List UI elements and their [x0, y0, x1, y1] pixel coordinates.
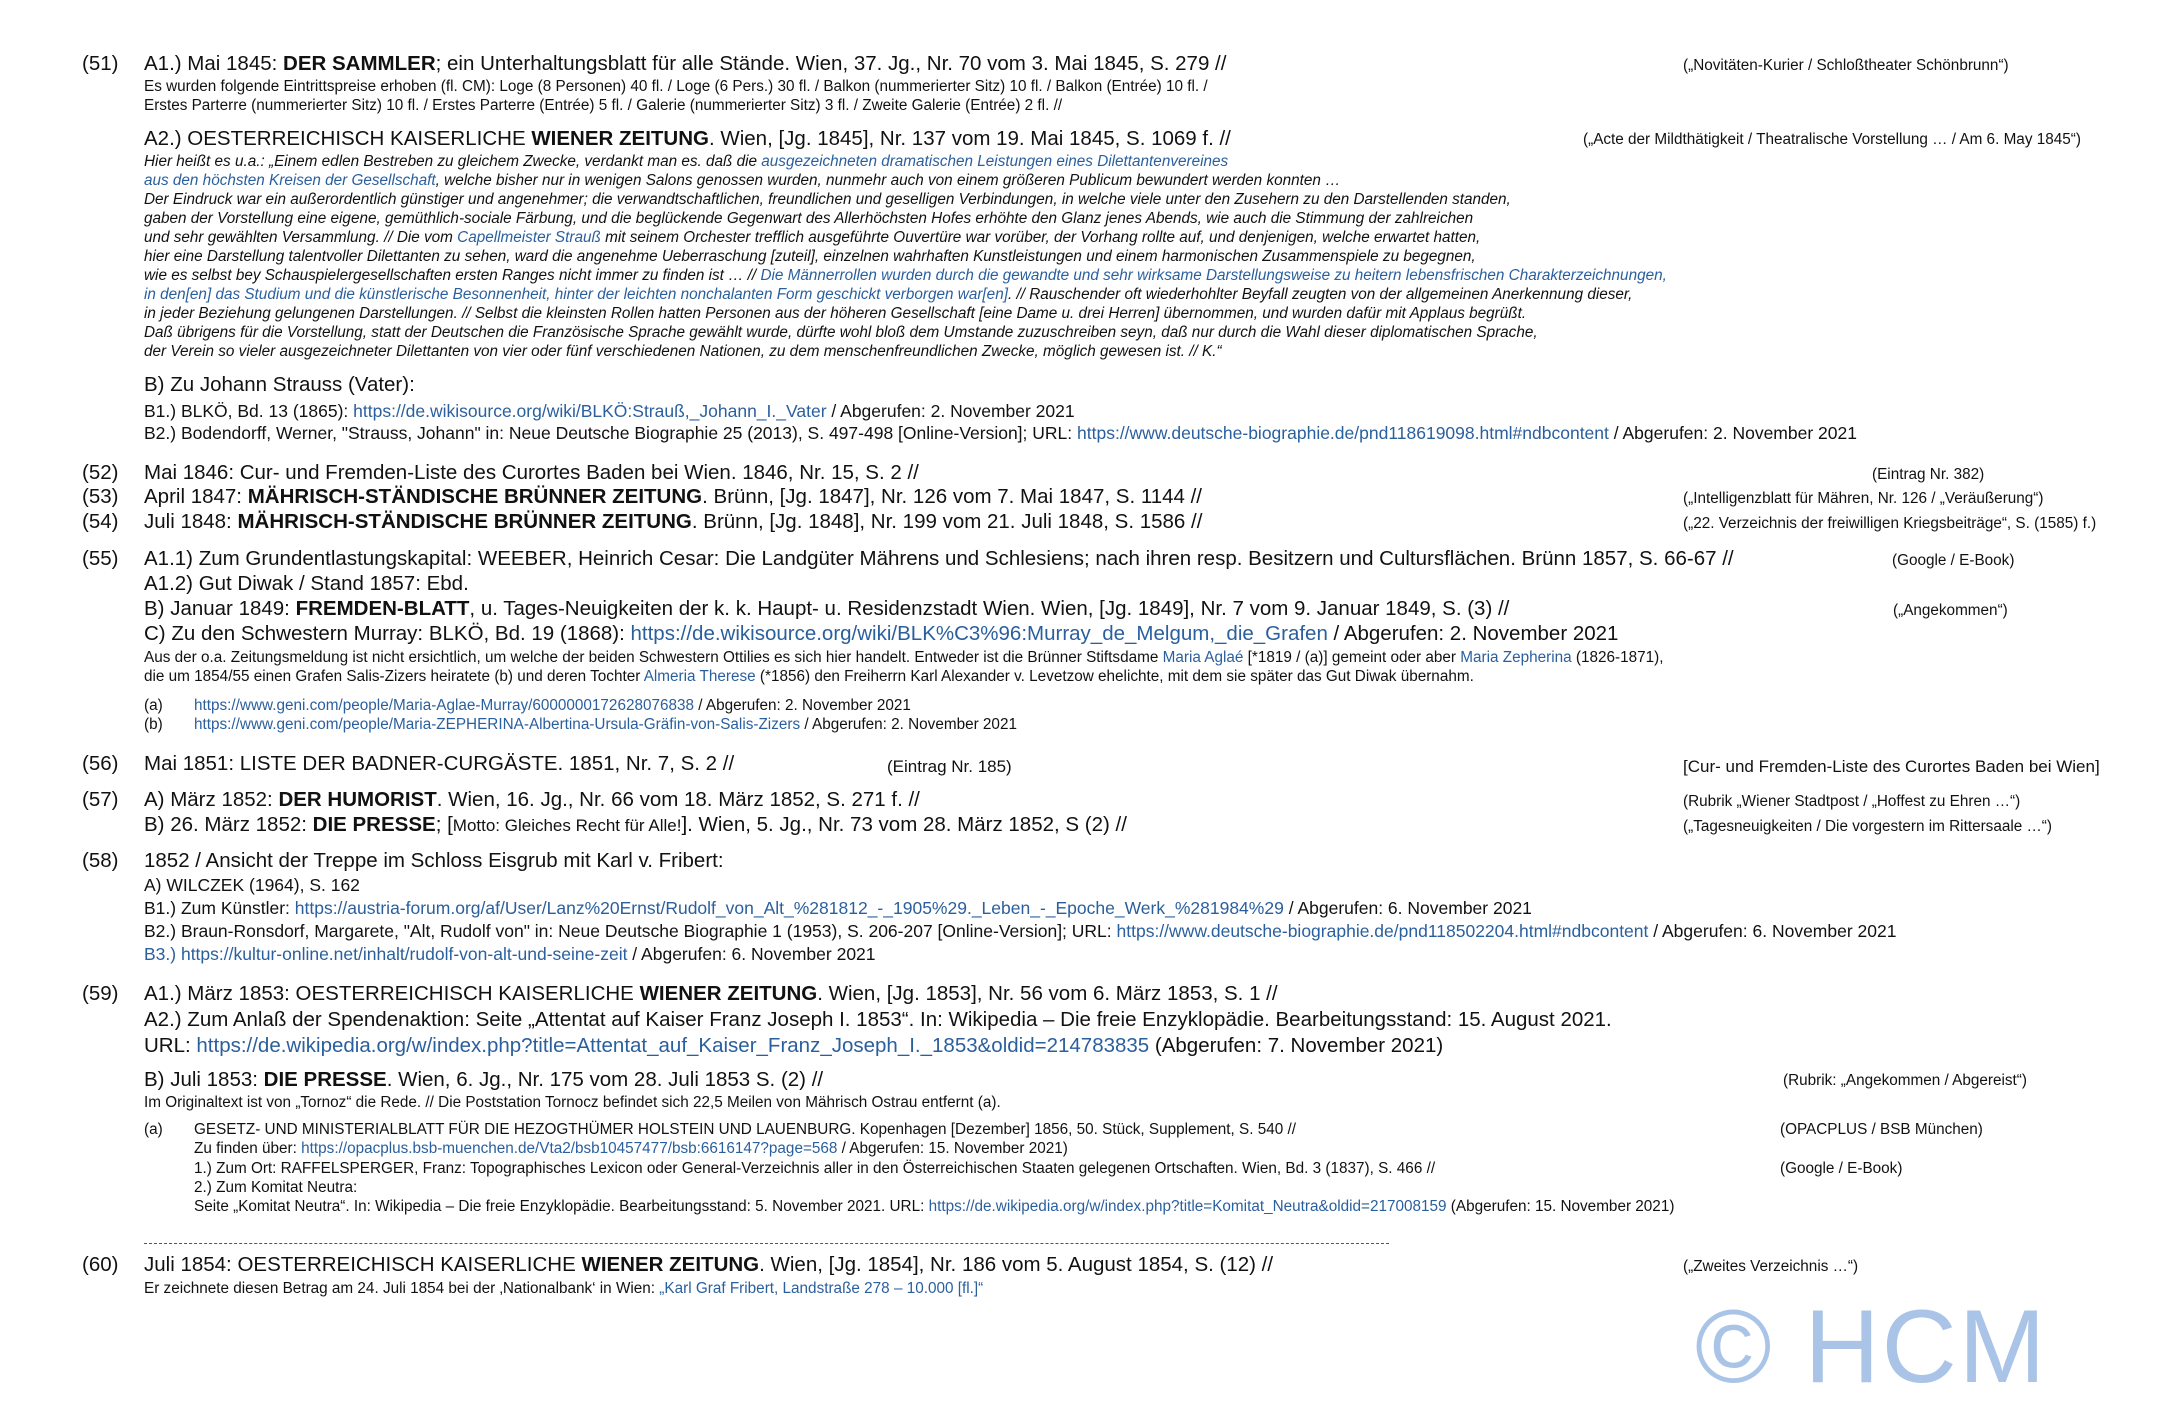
entry-line: April 1847: MÄHRISCH-STÄNDISCHE BRÜNNER ZEITUNG. Brünn, [Jg. 1847], Nr. 126 vom 7. Mai 1847, S. 1144 // — [144, 485, 1203, 508]
entry-line: A1.) März 1853: OESTERREICHISCH KAISERLICHE WIENER ZEITUNG. Wien, [Jg. 1853], Nr. 56 vom 6. März 1853, S. 1 // — [144, 982, 1278, 1005]
note-line: Im Originaltext ist von „Tornoz“ die Rede. // Die Poststation Tornocz befindet sich 22,5 Meilen von Mährisch Ostrau entfernt (a). — [144, 1094, 1001, 1111]
footnote-line: Seite „Komitat Neutra“. In: Wikipedia – Die freie Enzyklopädie. Bearbeitungsstand: 5. November 2021. URL: https://de.wikipedia.org/w/index.php?title=Komitat_Neutra&oldid=217008159 (Abgerufen: 15. November 2021) — [194, 1198, 1675, 1215]
entry-line: A2.) OESTERREICHISCH KAISERLICHE WIENER ZEITUNG. Wien, [Jg. 1845], Nr. 137 vom 19. Mai 1845, S. 1069 f. // — [144, 127, 1231, 150]
reference-link[interactable]: https://de.wikisource.org/wiki/BLK%C3%96:Murray_de_Melgum,_die_Grafen — [630, 622, 1328, 645]
quote-highlight: Die Männerrollen wurden durch die gewandte und sehr wirksame Darstellungsweise zu heitern lebensfrischen Charakterzeichnungen, — [760, 267, 1667, 284]
reference-line: B1.) Zum Künstler: https://austria-forum.org/af/User/Lanz%20Ernst/Rudolf_von_Alt_%281812_-_1905%29._Leben_-_Epoche_Werk_%281984%29 / Abgerufen: 6. November 2021 — [144, 898, 1532, 918]
footnote-line: https://www.geni.com/people/Maria-Aglae-Murray/6000000172628076838 / Abgerufen: 2. November 2021 — [194, 697, 911, 714]
source-note: („22. Verzeichnis der freiwilligen Kriegsbeiträge“, S. (1585) f.) — [1683, 515, 2097, 532]
entry-line: B) Januar 1849: FREMDEN-BLATT, u. Tages-Neuigkeiten der k. k. Haupt- u. Residenzstadt Wien. Wien, [Jg. 1849], Nr. 7 vom 9. Januar 1849, S. (3) // — [144, 597, 1510, 620]
source-note: (Eintrag Nr. 382) — [1872, 466, 1985, 483]
source-note: (Google / E-Book) — [1780, 1160, 1903, 1177]
entry-line: B) 26. März 1852: DIE PRESSE; [Motto: Gleiches Recht für Alle!]. Wien, 5. Jg., Nr. 73 vom 28. März 1852, S (2) // — [144, 813, 1127, 836]
footnote-line: Zu finden über: https://opacplus.bsb-muenchen.de/Vta2/bsb10457477/bsb:6616147?page=568 / Abgerufen: 15. November 2021) — [194, 1140, 1068, 1157]
quote-line: Hier heißt es u.a.: „Einem edlen Bestreben zu gleichem Zwecke, verdankt man es. daß die ausgezeichneten dramatischen Leistungen eines Dilettantenvereines — [144, 153, 1229, 170]
quote-highlight: Capellmeister Strauß — [457, 229, 601, 246]
note-line: die um 1854/55 einen Grafen Salis-Zizers heiratete (b) und deren Tochter Almeria Therese (*1856) den Freiherrn Karl Alexander v. Levetzow ehelichte, mit dem sie später das Gut Diwak übernahm. — [144, 668, 1474, 685]
source-note: („Acte der Mildthätigkeit / Theatralische Vorstellung … / Am 6. May 1845“) — [1583, 131, 2081, 148]
source-note: („Intelligenzblatt für Mähren, Nr. 126 / „Veräußerung“) — [1683, 490, 2044, 507]
source-note: („Zweites Verzeichnis …“) — [1683, 1258, 1859, 1275]
entry-line: B) Juli 1853: DIE PRESSE. Wien, 6. Jg., Nr. 175 vom 28. Juli 1853 S. (2) // — [144, 1068, 824, 1091]
entry-number: (56) — [82, 752, 119, 775]
reference-line: B2.) Bodendorff, Werner, "Strauss, Johann" in: Neue Deutsche Biographie 25 (2013), S. 497-498 [Online-Version]; URL: https://www.deutsche-biographie.de/pnd118619098.html#ndbcontent / Abgerufen: 2. November 2021 — [144, 423, 1857, 443]
quote-highlight: „Karl Graf Fribert, Landstraße 278 – 10.000 [fl.]“ — [659, 1280, 984, 1297]
source-note: (Rubrik: „Angekommen / Abgereist“) — [1783, 1072, 2027, 1089]
entry-line: Juli 1854: OESTERREICHISCH KAISERLICHE WIENER ZEITUNG. Wien, [Jg. 1854], Nr. 186 vom 5. August 1854, S. (12) // — [144, 1253, 1274, 1276]
note-line: Er zeichnete diesen Betrag am 24. Juli 1854 bei der ‚Nationalbank‘ in Wien: „Karl Graf Fribert, Landstraße 278 – 10.000 [fl.]“ — [144, 1280, 984, 1297]
footnote-label: (a) — [144, 697, 163, 714]
footnote-link[interactable]: https://www.geni.com/people/Maria-Aglae-Murray/6000000172628076838 — [194, 697, 695, 714]
footnote-label: (b) — [144, 716, 163, 733]
source-note: [Cur- und Fremden-Liste des Curortes Baden bei Wien] — [1683, 757, 2100, 776]
quote-line: wie es selbst bey Schauspielergesellschaften ersten Ranges nicht immer zu finden ist … // Die Männerrollen wurden durch die gewandte und sehr wirksame Darstellungsweise zu heitern lebensfrischen Charakterzeichnungen, — [144, 267, 1667, 284]
reference-link[interactable]: https://austria-forum.org/af/User/Lanz%20Ernst/Rudolf_von_Alt_%281812_-_1905%29._Leben_-_Epoche_Werk_%281984%29 — [294, 898, 1284, 918]
entry-line: Mai 1851: LISTE DER BADNER-CURGÄSTE. 1851, Nr. 7, S. 2 // — [144, 752, 735, 775]
reference-line: A) WILCZEK (1964), S. 162 — [144, 875, 360, 895]
quote-line: gaben der Vorstellung eine eigene, gemüthlich-sociale Färbung, und die beglückende Gegenwart des Allerhöchsten Hofes erhöhte den Glanz jenes Abends, wie auch die Stimmung der zahlreichen — [144, 210, 1474, 227]
entry-line: A2.) Zum Anlaß der Spendenaktion: Seite „Attentat auf Kaiser Franz Joseph I. 1853“. In: Wikipedia – Die freie Enzyklopädie. Bearbeitungsstand: 15. August 2021. — [144, 1008, 1612, 1031]
name-link[interactable]: Maria Zepherina — [1460, 649, 1572, 666]
entry-number: (53) — [82, 485, 119, 508]
note-line: Es wurden folgende Eintrittspreise erhoben (fl. CM): Loge (8 Personen) 40 fl. / Loge (6 Pers.) 30 fl. / Balkon (nummerierter Sitz) 10 fl. / Balkon (Entrée) 10 fl. / — [144, 78, 1208, 95]
quote-line: der Verein so vieler ausgezeichneter Dilettanten von vier oder fünf verschiedenen Nationen, zu dem menschenfreundlichen Zwecke, möglich gewesen ist. // K.“ — [144, 343, 1222, 360]
entry-line: A1.2) Gut Diwak / Stand 1857: Ebd. — [144, 572, 469, 595]
section-heading: B) Zu Johann Strauss (Vater): — [144, 373, 415, 396]
quote-line: hier eine Darstellung talentvoller Dilettanten zu sehen, ward die angenehme Ueberraschung [zuteil], einzelnen wahrhaften Kunstleistungen und einem harmonischen Zusammenspiele zu begegnen, — [144, 248, 1476, 265]
name-link[interactable]: Almeria Therese — [643, 668, 756, 685]
quote-line: Der Eindruck war ein außerordentlich günstiger und angenehmer; die verwandtschaftlichen, freundlichen und geselligen Verbindungen, in welche viele unter den Zusehern zu den Darstellenden standen, — [144, 191, 1511, 208]
reference-line: B2.) Braun-Ronsdorf, Margarete, "Alt, Rudolf von" in: Neue Deutsche Biographie 1 (1953), S. 206-207 [Online-Version]; URL: https://www.deutsche-biographie.de/pnd118502204.html#ndbcontent / Abgerufen: 6. November 2021 — [144, 921, 1897, 941]
footnote-link[interactable]: https://www.geni.com/people/Maria-ZEPHERINA-Albertina-Ursula-Gräfin-von-Salis-Zizers — [194, 716, 801, 733]
entry-line: A) März 1852: DER HUMORIST. Wien, 16. Jg., Nr. 66 vom 18. März 1852, S. 271 f. // — [144, 788, 920, 811]
source-note: („Tagesneuigkeiten / Die vorgestern im Rittersaale …“) — [1683, 818, 2052, 835]
entry-number: (55) — [82, 547, 119, 570]
footnote-link[interactable]: https://de.wikipedia.org/w/index.php?title=Komitat_Neutra&oldid=217008159 — [928, 1198, 1447, 1215]
footnote-link[interactable]: https://opacplus.bsb-muenchen.de/Vta2/bsb10457477/bsb:6616147?page=568 — [301, 1140, 838, 1157]
source-note: („Angekommen“) — [1893, 602, 2008, 619]
quote-line: Daß übrigens für die Vorstellung, statt der Deutschen die Französische Sprache gewählt wurde, dürfte wohl bloß dem Umstande zuzuschreiben seyn, daß nur durch die Wahl dieser diplomatischen Sprache, — [144, 324, 1538, 341]
name-link[interactable]: Maria Aglaé — [1162, 649, 1244, 666]
quote-line: in den[en] das Studium und die künstlerische Besonnenheit, hinter der leichten nonchalanten Form geschickt verborgen war[en]. // Rauschender oft wiederhohlter Beyfall zeugten von der allgemeinen Anerkennung dieser, — [144, 286, 1633, 303]
reference-link[interactable]: https://www.deutsche-biographie.de/pnd118619098.html#ndbcontent — [1077, 423, 1609, 443]
source-note: (Eintrag Nr. 185) — [887, 757, 1012, 776]
entry-line: A1.1) Zum Grundentlastungskapital: WEEBER, Heinrich Cesar: Die Landgüter Mährens und Schlesiens; nach ihren resp. Besitzern und Cultursflächen. Brünn 1857, S. 66-67 // — [144, 547, 1734, 570]
entry-number: (52) — [82, 461, 119, 484]
source-note: („Novitäten-Kurier / Schloßtheater Schönbrunn“) — [1683, 57, 2009, 74]
copyright-watermark: © HCM — [1695, 1289, 2048, 1405]
footnote-line: GESETZ- UND MINISTERIALBLATT FÜR DIE HEZOGTHÜMER HOLSTEIN UND LAUENBURG. Kopenhagen [Dezember] 1856, 50. Stück, Supplement, S. 540 // — [194, 1121, 1297, 1138]
footnote-line: https://www.geni.com/people/Maria-ZEPHERINA-Albertina-Ursula-Gräfin-von-Salis-Zizers / Abgerufen: 2. November 2021 — [194, 716, 1017, 733]
footnote-label: (a) — [144, 1121, 163, 1138]
quote-highlight: in den[en] das Studium und die künstlerische Besonnenheit, hinter der leichten nonchalanten Form geschickt verborgen war[en] — [144, 286, 1008, 303]
entry-number: (59) — [82, 982, 119, 1005]
quote-highlight: aus den höchsten Kreisen der Gesellschaft — [144, 172, 436, 189]
source-note: (Rubrik „Wiener Stadtpost / „Hoffest zu Ehren …“) — [1683, 793, 2021, 810]
note-line: Erstes Parterre (nummerierter Sitz) 10 fl. / Erstes Parterre (Entrée) 5 fl. / Galerie (nummerierter Sitz) 3 fl. / Zweite Galerie (Entrée) 2 fl. // — [144, 97, 1063, 114]
note-line: Aus der o.a. Zeitungsmeldung ist nicht ersichtlich, um welche der beiden Schwestern Ottilies es sich hier handelt. Entweder ist die Brünner Stiftsdame Maria Aglaé [*1819 / (a)] gemeint oder aber Maria Zepherina (1826-1871), — [144, 649, 1664, 666]
dashed-separator — [144, 1243, 1389, 1244]
quote-line: und sehr gewählten Versammlung. // Die vom Capellmeister Strauß mit seinem Orchester trefflich ausgeführte Ouvertüre war vorüber, der Vorhang rollte auf, und denjenigen, welche erwartet hatten, — [144, 229, 1481, 246]
entry-number: (58) — [82, 849, 119, 872]
reference-link[interactable]: B3.) https://kultur-online.net/inhalt/rudolf-von-alt-und-seine-zeit — [144, 944, 628, 964]
source-note: (OPACPLUS / BSB München) — [1780, 1121, 1983, 1138]
quote-line: aus den höchsten Kreisen der Gesellschaft, welche bisher nur in wenigen Salons genossen wurden, nunmehr auch von einem größeren Publicum bewundert werden konnten … — [144, 172, 1341, 189]
entry-line: Juli 1848: MÄHRISCH-STÄNDISCHE BRÜNNER ZEITUNG. Brünn, [Jg. 1848], Nr. 199 vom 21. Juli 1848, S. 1586 // — [144, 510, 1203, 533]
reference-link[interactable]: https://de.wikisource.org/wiki/BLKÖ:Strauß,_Johann_I._Vater — [353, 401, 827, 421]
entry-line: C) Zu den Schwestern Murray: BLKÖ, Bd. 19 (1868): https://de.wikisource.org/wiki/BLK%C3%96:Murray_de_Melgum,_die_Grafen / Abgerufen: 2. November 2021 — [144, 622, 1619, 645]
entry-number: (51) — [82, 52, 119, 75]
entry-line: 1852 / Ansicht der Treppe im Schloss Eisgrub mit Karl v. Fribert: — [144, 849, 724, 872]
entry-line: URL: https://de.wikipedia.org/w/index.php?title=Attentat_auf_Kaiser_Franz_Joseph_I._1853&oldid=214783835 (Abgerufen: 7. November 2021) — [144, 1034, 1444, 1057]
reference-link[interactable]: https://www.deutsche-biographie.de/pnd118502204.html#ndbcontent — [1116, 921, 1649, 941]
reference-line: B3.) https://kultur-online.net/inhalt/rudolf-von-alt-und-seine-zeit / Abgerufen: 6. November 2021 — [144, 944, 876, 964]
quote-highlight: ausgezeichneten dramatischen Leistungen eines Dilettantenvereines — [761, 153, 1229, 170]
entry-number: (54) — [82, 510, 119, 533]
entry-number: (60) — [82, 1253, 119, 1276]
entry-line: A1.) Mai 1845: DER SAMMLER; ein Unterhaltungsblatt für alle Stände. Wien, 37. Jg., Nr. 70 vom 3. Mai 1845, S. 279 // — [144, 52, 1227, 75]
entry-line: Mai 1846: Cur- und Fremden-Liste des Curortes Baden bei Wien. 1846, Nr. 15, S. 2 // — [144, 461, 919, 484]
footnote-line: 1.) Zum Ort: RAFFELSPERGER, Franz: Topographisches Lexicon oder General-Verzeichnis aller in den Österreichischen Staaten gelegenen Ortschaften. Wien, Bd. 3 (1837), S. 466 // — [194, 1160, 1436, 1177]
reference-line: B1.) BLKÖ, Bd. 13 (1865): https://de.wikisource.org/wiki/BLKÖ:Strauß,_Johann_I._Vater / Abgerufen: 2. November 2021 — [144, 401, 1075, 421]
footnote-line: 2.) Zum Komitat Neutra: — [194, 1179, 358, 1196]
reference-link[interactable]: https://de.wikipedia.org/w/index.php?title=Attentat_auf_Kaiser_Franz_Joseph_I._1853&oldid=214783835 — [196, 1034, 1150, 1057]
source-note: (Google / E-Book) — [1892, 552, 2015, 569]
quote-line: in jeder Beziehung gelungenen Darstellungen. // Selbst die kleinsten Rollen hatten Personen aus der höheren Gesellschaft [eine Dame u. drei Herren] übernommen, und wurden dafür mit Applaus begrüßt. — [144, 305, 1527, 322]
entry-number: (57) — [82, 788, 119, 811]
